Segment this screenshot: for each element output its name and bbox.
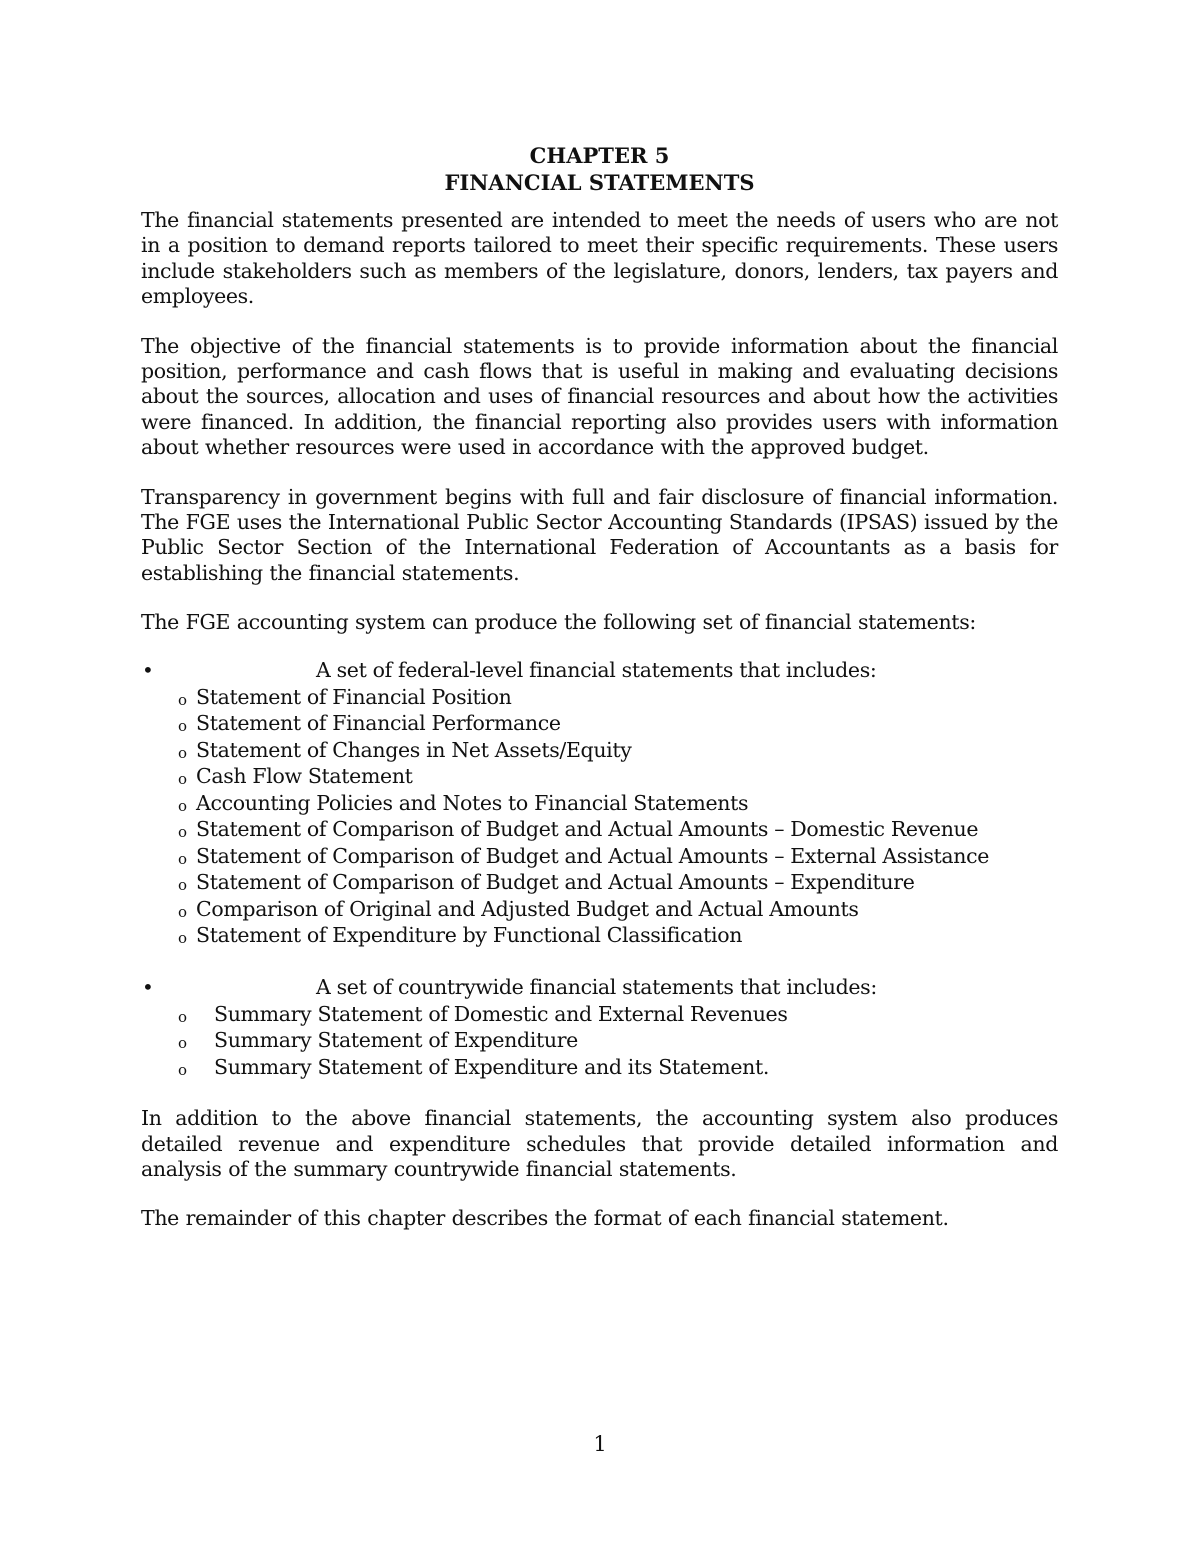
list-item xyxy=(141,1002,1058,1029)
list-item xyxy=(141,738,1058,765)
chapter-heading xyxy=(141,142,1058,196)
sub-bullet-icon: o xyxy=(178,876,187,895)
list-item-text: Summary Statement of Expenditure and its Statement. xyxy=(214,1054,770,1079)
paragraph-remainder: The remainder of this chapter describes the format of each financial statement. xyxy=(141,1206,949,1231)
list-item xyxy=(141,711,1058,738)
paragraph-set-intro: The FGE accounting system can produce the following set of financial statements: xyxy=(141,610,976,635)
list-item-text: Statement of Comparison of Budget and Actual Amounts – Expenditure xyxy=(196,870,915,895)
list-item-text: Summary Statement of Domestic and External Revenues xyxy=(214,1001,788,1026)
sub-bullet-icon: o xyxy=(178,1060,187,1079)
sub-bullet-icon: o xyxy=(178,849,187,868)
list-item-text: Statement of Expenditure by Functional Classification xyxy=(196,923,743,948)
list-item xyxy=(141,1055,1058,1082)
countrywide-set-items xyxy=(141,1002,1058,1082)
paragraph-users: The financial statements presented are intended to meet the needs of users who are not in a position to demand reports tailored to meet their specific requirements. These users include stakeholders such as members of the legislature, donors, lenders, tax payers and employees. xyxy=(141,208,1058,309)
list-item-text: Statement of Comparison of Budget and Actual Amounts – External Assistance xyxy=(196,843,990,868)
countrywide-set-heading-text: A set of countrywide financial statements that includes: xyxy=(316,974,877,999)
list-item-text: Summary Statement of Expenditure xyxy=(214,1028,578,1053)
list-item xyxy=(141,1028,1058,1055)
list-item xyxy=(141,923,1058,950)
sub-bullet-icon: o xyxy=(178,717,187,736)
page-number: 1 xyxy=(593,1432,607,1456)
sub-bullet-icon: o xyxy=(178,823,187,842)
list-item xyxy=(141,791,1058,818)
chapter-label: CHAPTER 5 xyxy=(529,143,670,168)
list-item xyxy=(141,685,1058,712)
sub-bullet-icon: o xyxy=(178,1034,187,1053)
sub-bullet-icon: o xyxy=(178,1007,187,1026)
list-item-text: Cash Flow Statement xyxy=(196,764,413,789)
list-item xyxy=(141,844,1058,871)
federal-set-heading-text: A set of federal-level financial statements that includes: xyxy=(316,657,877,682)
bullet-icon: • xyxy=(142,657,154,682)
paragraph-schedules: In addition to the above financial statements, the accounting system also produces detailed revenue and expenditure schedules that provide detailed information and analysis of the summary countrywide financial statements. xyxy=(141,1106,1058,1181)
bullet-icon: • xyxy=(142,974,154,999)
list-item-text: Comparison of Original and Adjusted Budget and Actual Amounts xyxy=(196,896,859,921)
list-item-text: Statement of Financial Performance xyxy=(196,711,561,736)
chapter-title: FINANCIAL STATEMENTS xyxy=(444,170,755,195)
list-item-text: Statement of Comparison of Budget and Actual Amounts – Domestic Revenue xyxy=(196,817,979,842)
list-item-text: Statement of Changes in Net Assets/Equity xyxy=(196,737,632,762)
list-item xyxy=(141,897,1058,924)
sub-bullet-icon: o xyxy=(178,690,187,709)
list-item-text: Accounting Policies and Notes to Financial Statements xyxy=(196,790,749,815)
sub-bullet-icon: o xyxy=(178,796,187,815)
sub-bullet-icon: o xyxy=(178,929,187,948)
paragraph-transparency: Transparency in government begins with full and fair disclosure of financial information. The FGE uses the International Public Sector Accounting Standards (IPSAS) issued by the Public Sector Section of the International Federation of Accountants as a basis for establishing the financial statements. xyxy=(141,484,1058,585)
list-item xyxy=(141,817,1058,844)
page-content xyxy=(141,142,1058,1256)
list-item-text: Statement of Financial Position xyxy=(196,684,512,709)
paragraph-objective: The objective of the financial statements is to provide information about the financial position, performance and cash flows that is useful in making and evaluating decisions about the sources, allocation and uses of financial resources and about how the activities were financed. In addition, the financial reporting also provides users with information about whether resources were used in accordance with the approved budget. xyxy=(141,333,1058,460)
list-item xyxy=(141,764,1058,791)
countrywide-set-heading xyxy=(141,975,1058,1002)
federal-set-list xyxy=(141,658,1058,950)
list-item xyxy=(141,870,1058,897)
federal-set-heading xyxy=(141,658,1058,685)
sub-bullet-icon: o xyxy=(178,770,187,789)
federal-set-items xyxy=(141,685,1058,950)
countrywide-set-list xyxy=(141,975,1058,1082)
sub-bullet-icon: o xyxy=(178,902,187,921)
sub-bullet-icon: o xyxy=(178,743,187,762)
